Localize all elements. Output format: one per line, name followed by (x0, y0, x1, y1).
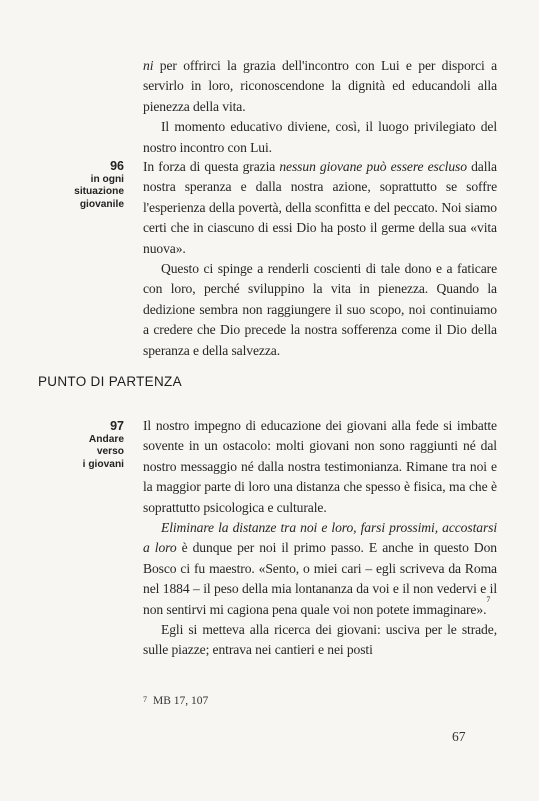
italic-run: Eliminare la distanze tra noi e loro, farsi prossimi, accostarsi a loro (143, 520, 497, 556)
paragraph: Questo ci spinge a renderli coscienti di tale dono e a faticare con loro, perché sviluppino la vita in pienezza. Quando la dedizione sembra non raggiungere il suo scopo, noi continuiamo a credere che Dio precede la nostra sofferenza come il Dio della speranza e della salvezza. (143, 261, 497, 358)
text-run: dalla nostra speranza e dalla nostra azione, soprattutto se soffre l'esperienza della povertà, della sconfitta e del peccato. Noi siamo certi che in ciascuno di essi Dio ha posto il germe della sua «vita nuova». (143, 159, 497, 256)
margin-note-97 (14, 418, 124, 471)
margin-label-line: verso (96, 446, 124, 458)
margin-note-96 (14, 158, 124, 211)
margin-label-line: in ogni (90, 174, 124, 185)
paragraph-number: 97 (110, 419, 124, 433)
paragraph-96-body (143, 157, 497, 361)
section-heading: PUNTO DI PARTENZA (38, 374, 182, 389)
italic-run: nessun giovane può essere escluso (279, 159, 467, 174)
paragraph (143, 56, 497, 117)
margin-label-line: situazione (74, 186, 124, 198)
footnote-mark: 7 (143, 695, 147, 704)
paragraph (143, 157, 497, 259)
footnote-text: MB 17, 107 (153, 695, 209, 707)
footnote-reference: 7 (486, 594, 491, 604)
italic-run: ni (143, 58, 154, 73)
paragraph-97-body (143, 416, 497, 661)
margin-label-line: Andare (88, 434, 124, 445)
margin-label-line: giovanile (79, 198, 124, 210)
paragraph: Il momento educativo diviene, così, il luogo privilegiato del nostro incontro con Lui. (143, 119, 497, 155)
paragraph: Il nostro impegno di educazione dei giovani alla fede si imbatte sovente in un ostacolo: molti giovani non sono raggiunti né dal nostro messaggio né dalla nostra testimonianza. Rimane tra noi e la maggior parte di loro una distanza che spesso è fisica, ma che è soprattutto psicologica e culturale. (143, 418, 497, 515)
text-run: In forza di questa grazia (143, 159, 280, 174)
paragraph-number: 96 (110, 159, 124, 173)
paragraph: Egli si metteva alla ricerca dei giovani: usciva per le strade, sulle piazze; entrava nei cantieri e nei posti (143, 622, 497, 658)
text-run: è dunque per noi il primo passo. E anche in questo Don Bosco ci fu maestro. «Sento, o miei cari – egli scriveva da Roma nel 1884 – il peso della mia lontananza da voi e il non vedervi e il non sentirvi mi cagiona pena quale voi non potete immaginare». (143, 540, 497, 617)
page-number: 67 (452, 729, 466, 744)
continuation-text (143, 56, 497, 158)
footnote (143, 695, 208, 707)
margin-label-line: i giovani (82, 458, 124, 470)
paragraph (143, 518, 497, 620)
text-run: per offrirci la grazia dell'incontro con Lui e per disporci a servirlo in loro, riconoscendone la dignità ed educandoli alla pienezza della vita. (143, 58, 497, 114)
